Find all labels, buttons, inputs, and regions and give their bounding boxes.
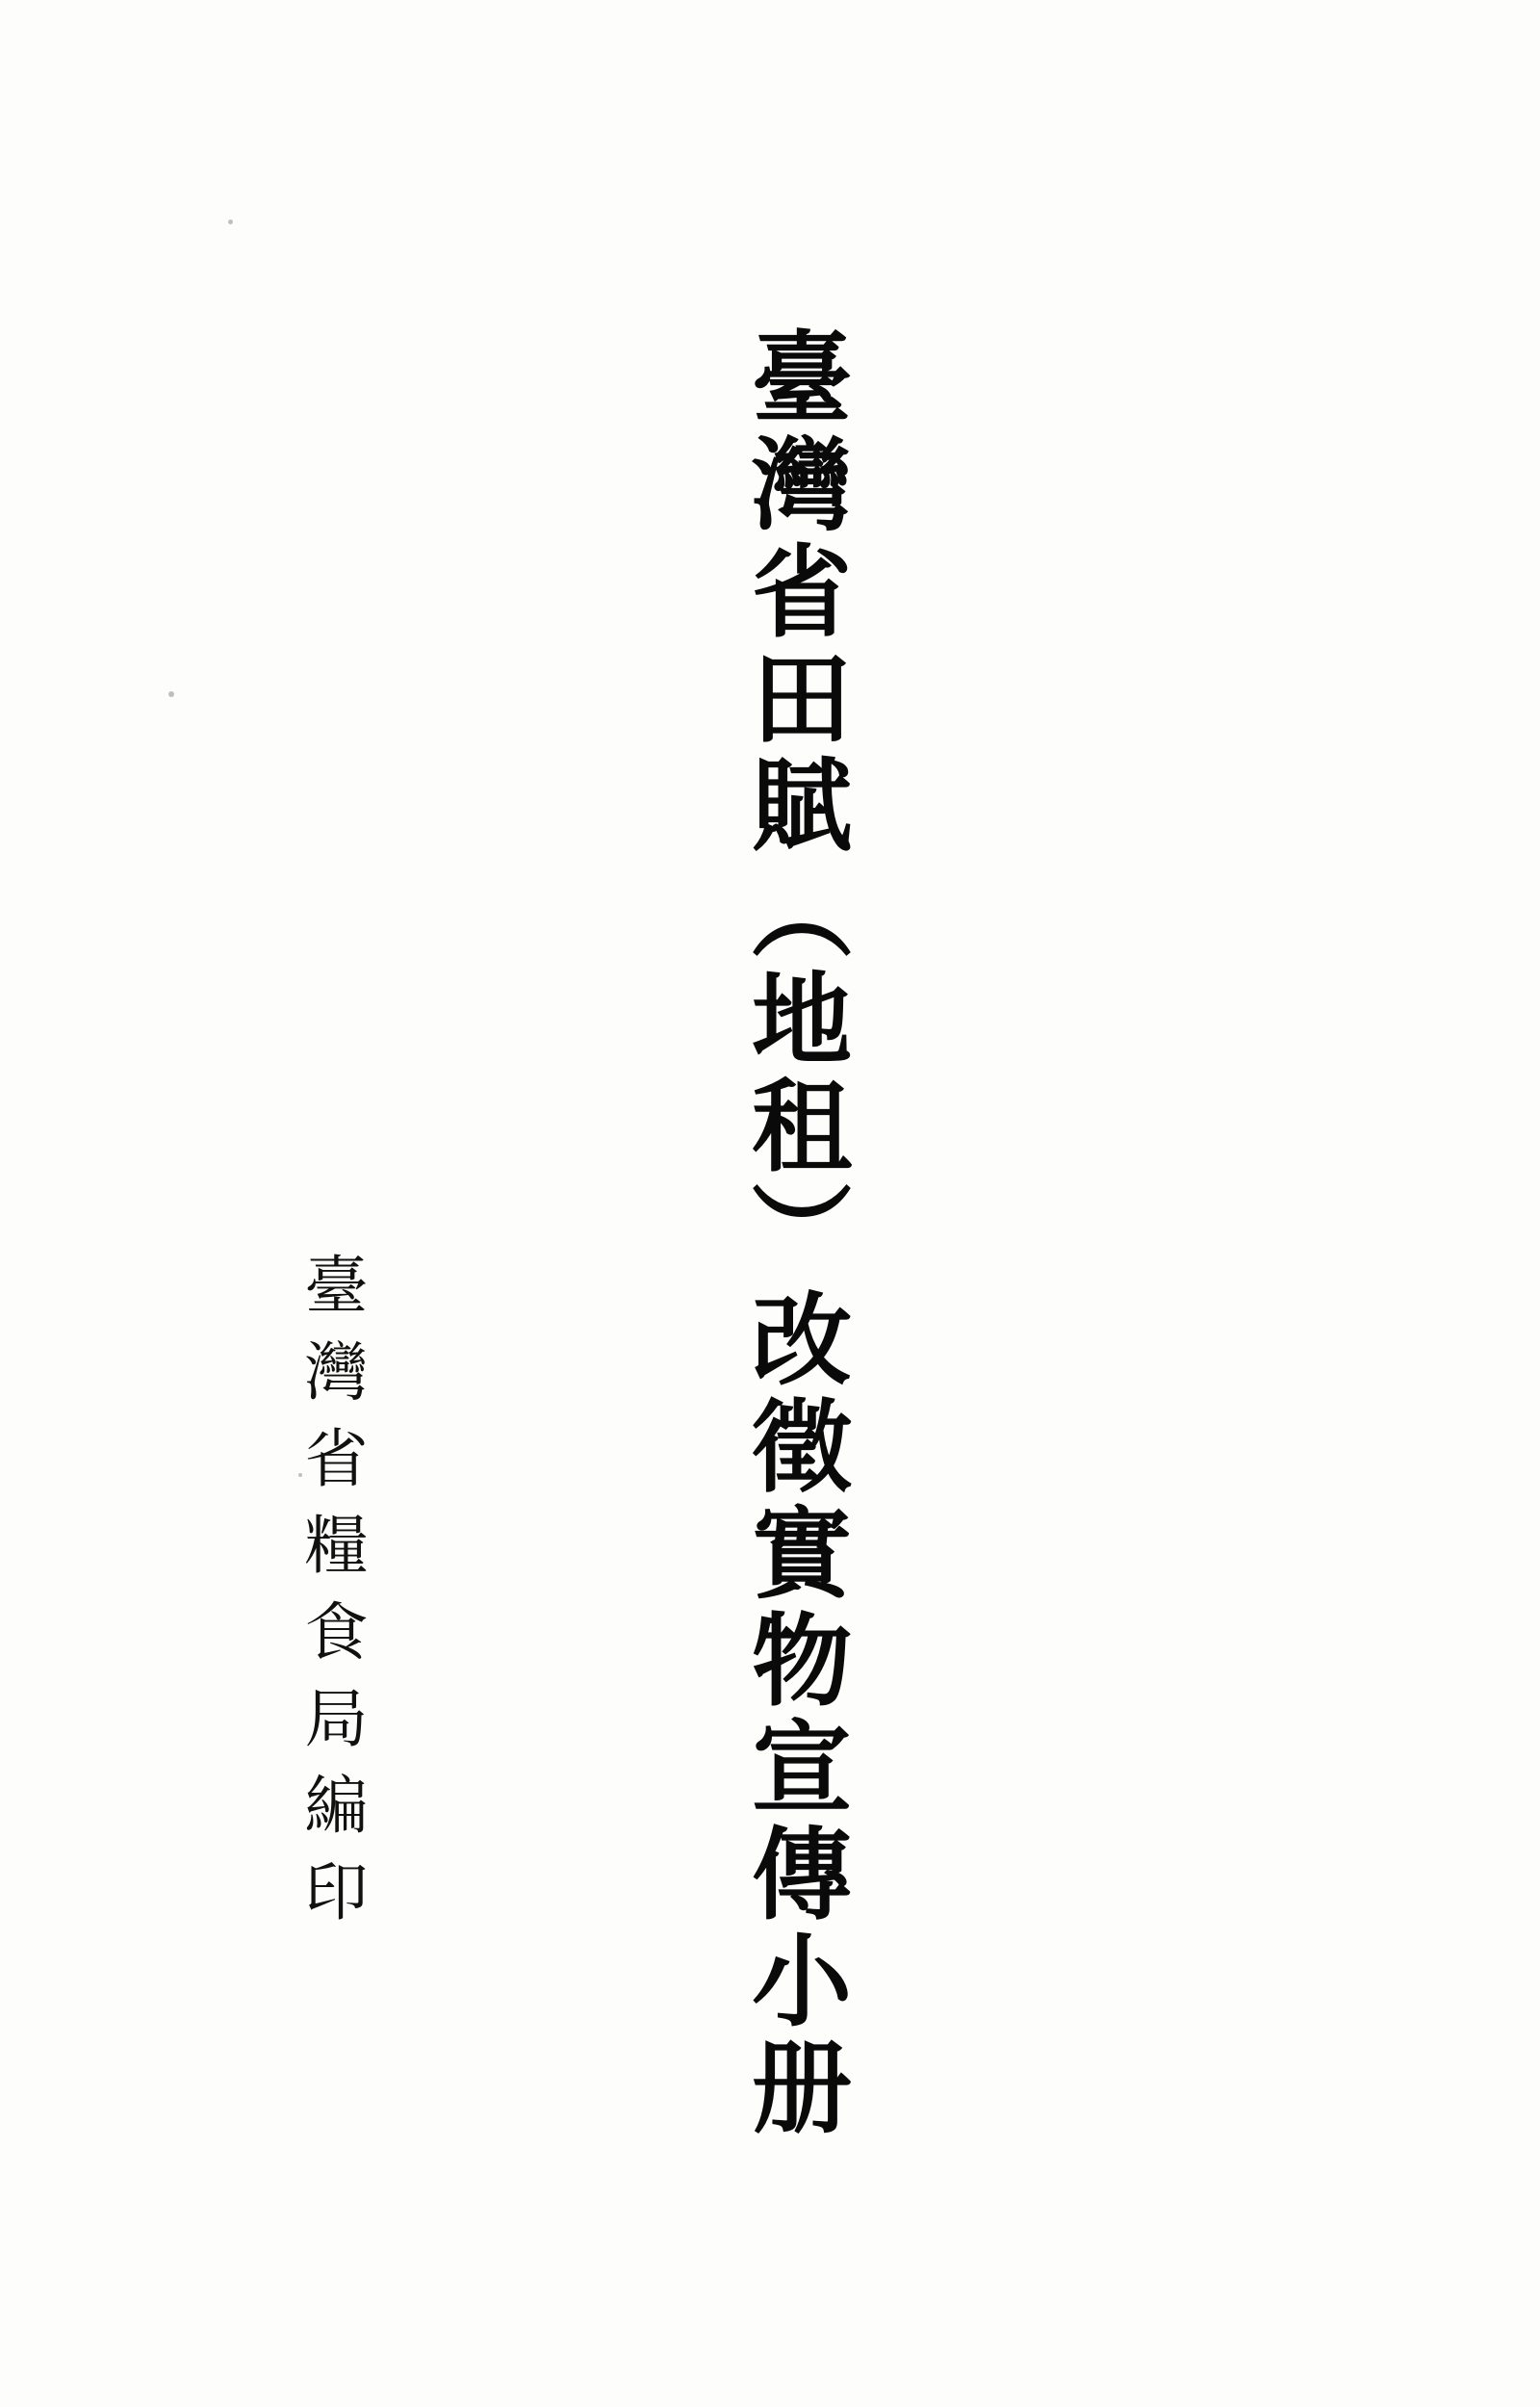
book-title: 臺灣省田賦（地租）改徵實物宣傳小册 bbox=[734, 325, 853, 2142]
scan-speck-top bbox=[228, 220, 233, 224]
scan-speck-mid bbox=[168, 691, 174, 697]
publisher-imprint: 臺灣省糧食局編印 bbox=[294, 1252, 368, 1945]
